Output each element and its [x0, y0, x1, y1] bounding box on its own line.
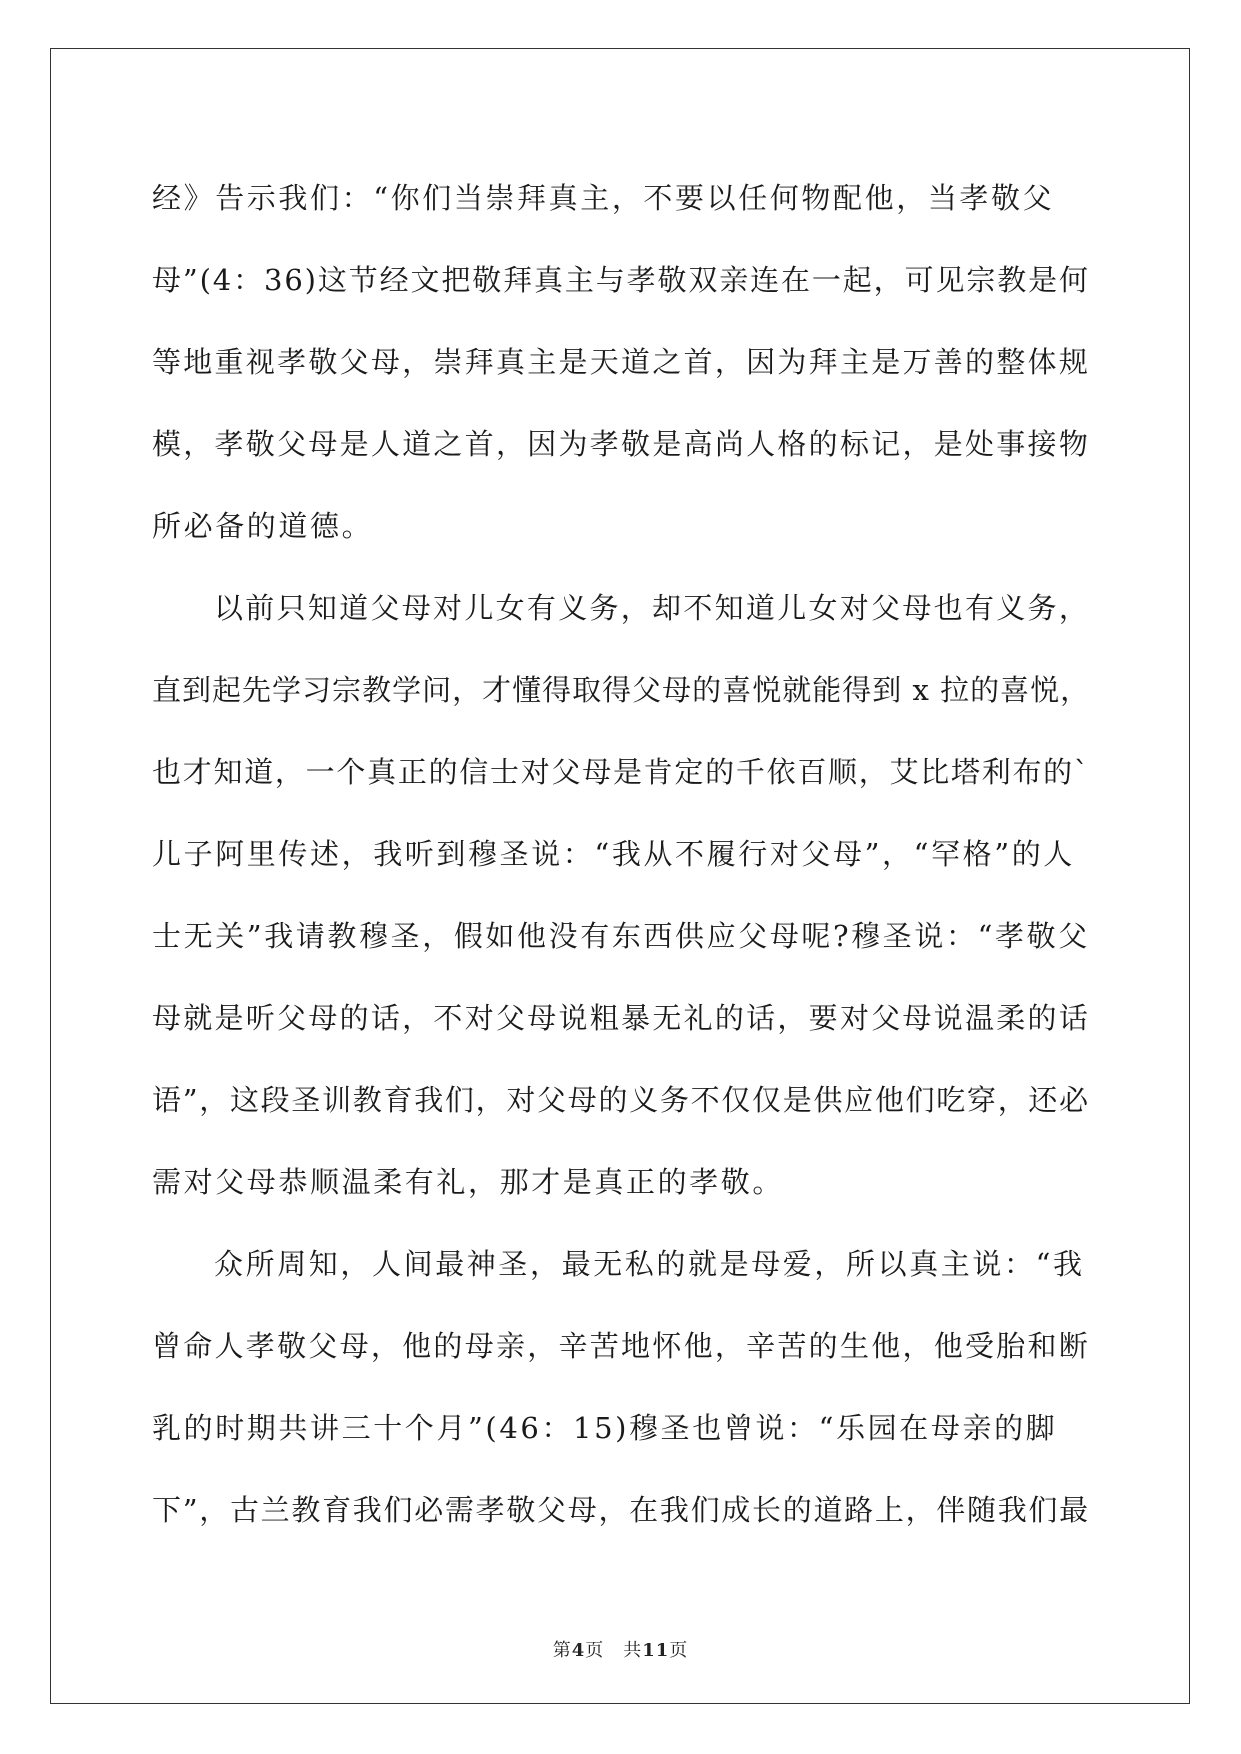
- text-line: 曾命人孝敬父母，他的母亲，辛苦地怀他，辛苦的生他，他受胎和断: [152, 1329, 1091, 1363]
- text-line: 士无关”我请教穆圣，假如他没有东西供应父母呢?穆圣说：“孝敬父: [152, 919, 1090, 953]
- text-line: 母就是听父母的话，不对父母说粗暴无礼的话，要对父母说温柔的话: [152, 1001, 1091, 1035]
- total-page-count: 11: [642, 1640, 670, 1661]
- paragraph-3: [152, 1223, 1090, 1551]
- text-line: 儿子阿里传述，我听到穆圣说：“我从不履行对父母”，“罕格”的人: [152, 837, 1075, 871]
- text-line: 乳的时期共讲三十个月”(46：15)穆圣也曾说：“乐园在母亲的脚: [152, 1411, 1058, 1445]
- text-line: 需对父母恭顺温柔有礼，那才是真正的孝敬。: [152, 1165, 785, 1199]
- text-line: 所必备的道德。: [152, 509, 374, 543]
- footer-prefix: 第: [552, 1640, 572, 1661]
- footer-middle: 页 共: [585, 1640, 643, 1661]
- footer-suffix: 页: [669, 1640, 689, 1661]
- page-footer: [0, 1636, 1241, 1662]
- text-line: 语”，这段圣训教育我们，对父母的义务不仅仅是供应他们吃穿，还必: [152, 1083, 1090, 1117]
- text-line: 众所周知，人间最神圣，最无私的就是母爱，所以真主说：“我: [214, 1247, 1085, 1281]
- text-line: 以前只知道父母对儿女有义务，却不知道儿女对父母也有义务，: [214, 591, 1091, 625]
- text-line: 下”，古兰教育我们必需孝敬父母，在我们成长的道路上，伴随我们最: [152, 1493, 1090, 1527]
- document-body: [152, 157, 1090, 1551]
- text-line: 母”(4：36)这节经文把敬拜真主与孝敬双亲连在一起，可见宗教是何: [152, 263, 1090, 297]
- paragraph-2: [152, 567, 1090, 1223]
- current-page-number: 4: [571, 1640, 586, 1661]
- text-line: 也才知道，一个真正的信士对父母是肯定的千依百顺，艾比塔利布的`: [152, 755, 1091, 789]
- paragraph-1: [152, 157, 1090, 567]
- text-line: 等地重视孝敬父母，崇拜真主是天道之首，因为拜主是万善的整体规: [152, 345, 1091, 379]
- text-line: 模，孝敬父母是人道之首，因为孝敬是高尚人格的标记，是处事接物: [152, 427, 1091, 461]
- text-line: 直到起先学习宗教学问，才懂得取得父母的喜悦就能得到 x 拉的喜悦，: [152, 673, 1091, 707]
- text-line: 经》告示我们：“你们当崇拜真主，不要以任何物配他，当孝敬父: [152, 181, 1055, 215]
